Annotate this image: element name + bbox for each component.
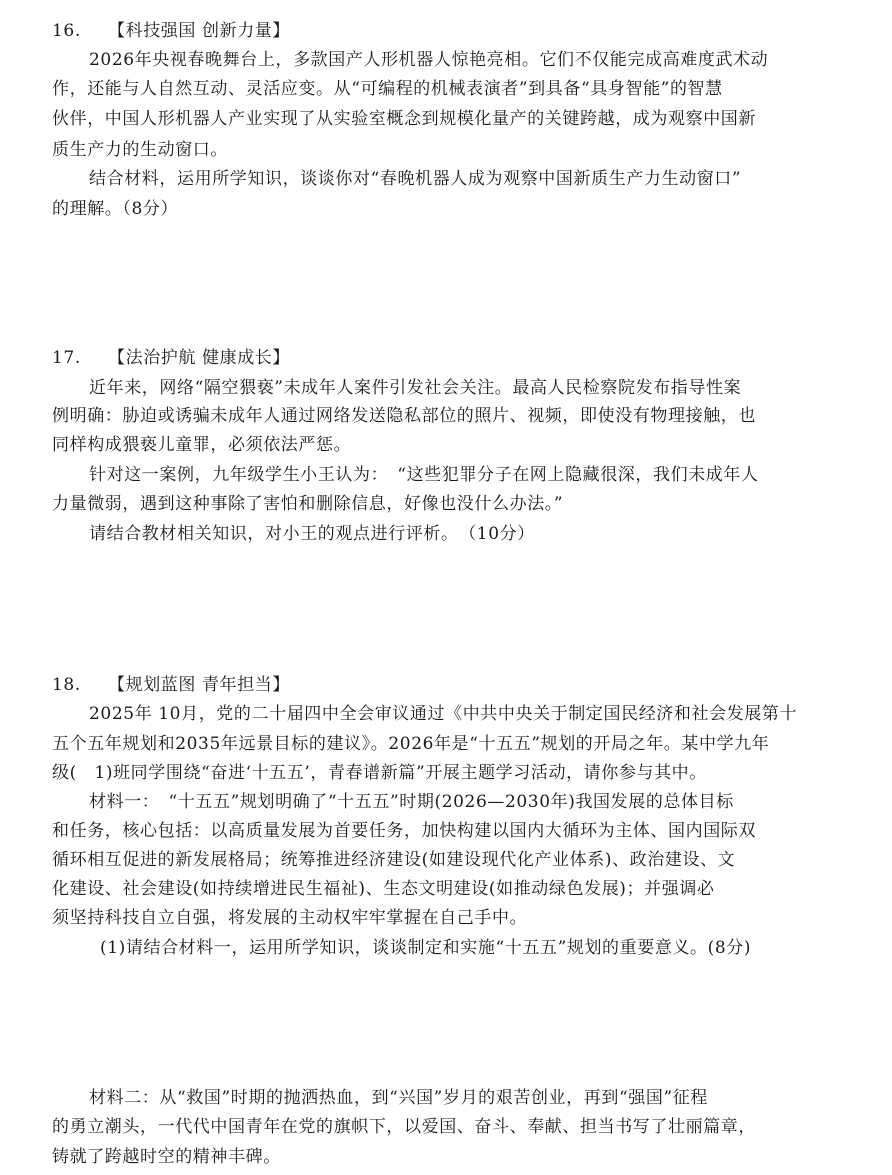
q17-line-3: 同样构成猥亵儿童罪，必须依法严惩。	[52, 435, 352, 455]
q16-heading	[52, 19, 290, 43]
q16-line-4: 质生产力的生动窗口。	[52, 140, 228, 160]
q17-line-2: 例明确：胁迫或诱骗未成年人通过网络发送隐私部位的照片、视频，即使没有物理接触，也	[52, 406, 756, 426]
q17-line-4: 针对这一案例，九年级学生小王认为： “这些犯罪分子在网上隐藏很深，我们未成年人	[89, 465, 759, 485]
q18-line-2: 五个五年规划和2035年远景目标的建议》。2026年是“十五五”规划的开局之年。某中学九年	[52, 734, 770, 754]
q18-title: 【规划蓝图 青年担当】	[108, 675, 291, 695]
q17-heading	[52, 346, 290, 370]
q18-line-3: 级( 1)班同学围绕“奋进‘十五五’，青春谱新篇”开展主题学习活动，请你参与其中。	[52, 763, 707, 783]
q16-line-6: 的理解。（8分）	[52, 199, 179, 219]
q18-line-8: 须坚持科技自立自强，将发展的主动权牢牢掌握在自己手中。	[52, 908, 528, 928]
q18-number: 18.	[52, 675, 81, 695]
q18-material2-line-3: 铸就了跨越时空的精神丰碑。	[52, 1147, 281, 1167]
q17-line-1: 近年来，网络“隔空猥亵”未成年人案件引发社会关注。最高人民检察院发布指导性案	[89, 378, 742, 398]
q18-heading	[52, 673, 290, 697]
q18-material2-line-1: 材料二：从“救国”时期的抛洒热血，到“兴国”岁月的艰苦创业，再到“强国”征程	[89, 1088, 708, 1108]
q18-material2-line-2: 的勇立潮头，一代代中国青年在党的旗帜下，以爱国、奋斗、奉献、担当书写了壮丽篇章，	[52, 1117, 756, 1137]
q16-line-5: 结合材料，运用所学知识，谈谈你对“春晚机器人成为观察中国新质生产力生动窗口”	[89, 169, 742, 189]
q18-line-4: 材料一： “十五五”规划明确了“十五五”时期(2026—2030年)我国发展的总体目标	[89, 792, 734, 812]
q18-line-1: 2025年 10月，党的二十届四中全会审议通过《中共中央关于制定国民经济和社会发展第十	[89, 704, 798, 724]
q18-line-5: 和任务，核心包括：以高质量发展为首要任务，加快构建以国内大循环为主体、国内国际双	[52, 821, 756, 841]
q18-line-6: 循环相互促进的新发展格局；统筹推进经济建设(如建设现代化产业体系)、政治建设、文	[52, 850, 736, 870]
q18-subquestion-1: (1)请结合材料一，运用所学知识，谈谈制定和实施“十五五”规划的重要意义。(8分)	[100, 938, 752, 958]
q17-number: 17.	[52, 348, 81, 368]
q16-line-2: 作，还能与人自然互动、灵活应变。从“可编程的机械表演者”到具备“具身智能”的智慧	[52, 79, 723, 99]
q16-title: 【科技强国 创新力量】	[108, 21, 291, 41]
q17-title: 【法治护航 健康成长】	[108, 348, 291, 368]
q17-line-5: 力量微弱，遇到这种事除了害怕和删除信息，好像也没什么办法。”	[52, 494, 564, 514]
q18-line-7: 化建设、社会建设(如持续增进民生福祉)、生态文明建设(如推动绿色发展)；并强调必	[52, 879, 715, 899]
q16-line-1: 2026年央视春晚舞台上，多款国产人形机器人惊艳亮相。它们不仅能完成高难度武术动	[89, 50, 769, 70]
q16-number: 16.	[52, 21, 81, 41]
q17-line-6: 请结合教材相关知识，对小王的观点进行评析。 （10分）	[89, 524, 535, 544]
q16-line-3: 伙伴，中国人形机器人产业实现了从实验室概念到规模化量产的关键跨越，成为观察中国新	[52, 109, 756, 129]
